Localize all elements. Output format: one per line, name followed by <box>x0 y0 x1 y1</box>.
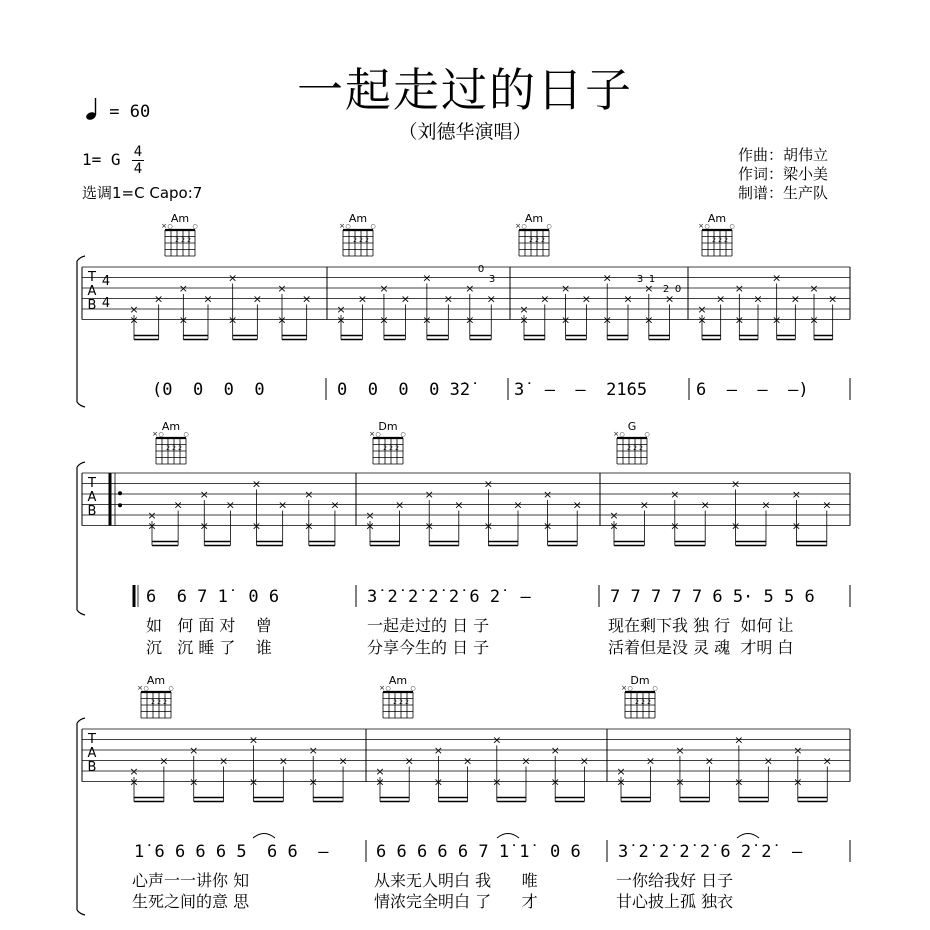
tab-time-sig-top: 4 <box>101 274 111 289</box>
tab-note: × <box>379 282 389 295</box>
tab-note: × <box>734 775 744 789</box>
tab-note: × <box>159 754 169 768</box>
lyric-line: 情浓完全明白 了 才 <box>374 892 538 911</box>
chord-finger: 2 <box>641 699 645 706</box>
tab-note: × <box>308 744 318 757</box>
chord-finger: 2 <box>172 445 176 452</box>
chord-name: Am <box>161 420 181 433</box>
chord-finger: 2 <box>389 445 393 452</box>
chord-finger: 2 <box>151 699 155 706</box>
jianpu-measure: (0 0 0 0 <box>152 380 265 400</box>
tab-note: × <box>560 313 571 327</box>
tab-note: × <box>465 282 475 295</box>
chord-finger: 2 <box>724 237 728 244</box>
chord-open-mark: ○ <box>183 431 189 438</box>
tab-note: × <box>513 498 523 512</box>
capo-info: 选调1=C Capo:7 <box>82 184 203 202</box>
chord-finger: 2 <box>541 237 545 244</box>
chord-open-mark: ○ <box>644 431 650 438</box>
chord-finger: 2 <box>639 445 643 452</box>
tab-note: × <box>700 498 710 512</box>
chord-finger: 2 <box>399 699 403 706</box>
system-bracket-curl <box>77 718 85 723</box>
tab-note: × <box>521 754 531 768</box>
chord-mute-mark: × <box>698 222 704 230</box>
tab-note: × <box>572 498 582 512</box>
tab-note: × <box>753 292 763 306</box>
lyric-line: 如 何 面 对 曾 <box>146 616 272 635</box>
tab-note: × <box>519 303 529 316</box>
system-bracket-curl <box>77 256 85 261</box>
tab-note: × <box>330 498 340 512</box>
tab-letter: B <box>87 298 97 313</box>
time-sig-top: 4 <box>133 144 143 160</box>
chord-mute-mark: × <box>613 430 619 438</box>
tab-note: × <box>730 477 741 491</box>
tab-note: × <box>277 282 287 295</box>
chord-open-mark: ○ <box>158 431 164 438</box>
lyric-line: 现在剩下我 独 行 如何 让 <box>608 616 794 635</box>
chord-mute-mark: × <box>137 684 143 692</box>
tab-note: × <box>639 498 650 512</box>
chord-finger: 2 <box>353 237 357 244</box>
chord-open-mark: ○ <box>192 223 198 230</box>
chord-open-mark: ○ <box>521 223 527 230</box>
jianpu-measure: 3̇ 2̇ 2̇ 2̇ 2̇ 6 2̇ — <box>367 587 531 607</box>
tab-note: × <box>178 282 188 295</box>
lyricist-credit: 作词：梁小美 <box>738 165 829 183</box>
chord-open-mark: ○ <box>168 685 174 692</box>
jianpu-measure: 6 6 7 1̇ 0 6 <box>146 587 280 607</box>
tab-note: × <box>664 292 675 306</box>
repeat-dot <box>118 491 122 495</box>
time-sig-bottom: 4 <box>133 161 143 177</box>
tab-note: × <box>308 775 318 789</box>
chord-name: Am <box>388 674 408 687</box>
tab-note: × <box>422 271 432 285</box>
tab-letter: A <box>87 284 97 299</box>
tab-note: × <box>394 498 405 512</box>
tab-letter: A <box>87 490 97 505</box>
tab-note: × <box>730 519 741 533</box>
system-bracket-curl <box>77 402 85 407</box>
tab-note: × <box>375 775 385 789</box>
tab-note: × <box>483 477 494 491</box>
tab-note: × <box>251 477 262 491</box>
tab-note: × <box>670 488 680 501</box>
chord-open-mark: ○ <box>729 223 735 230</box>
tab-note: × <box>433 775 444 789</box>
tab-note: × <box>147 519 157 533</box>
tab-note: × <box>338 754 348 768</box>
lyric-line: 一你给我好 日子 <box>616 871 734 890</box>
jianpu-measure: 6 — — —) <box>696 380 809 400</box>
chord-finger: 2 <box>178 445 182 452</box>
tab-note: × <box>644 313 654 327</box>
tab-note: × <box>248 733 259 747</box>
chord-finger: 2 <box>535 237 539 244</box>
tab-note: × <box>675 775 685 789</box>
chord-name: Dm <box>378 420 398 433</box>
tab-note: × <box>424 488 434 501</box>
lyric-line: 活着但是没 灵 魂 才明 白 <box>608 638 794 657</box>
tab-letter: T <box>88 732 96 747</box>
tab-note: × <box>616 775 626 789</box>
chord-finger: 2 <box>166 445 170 452</box>
tab-fret-number: 2 <box>662 284 670 295</box>
chord-mute-mark: × <box>152 430 158 438</box>
tab-note: × <box>550 744 560 757</box>
tab-note: × <box>129 303 139 316</box>
tab-note: × <box>336 313 346 327</box>
chord-finger: 2 <box>365 237 369 244</box>
chord-open-mark: ○ <box>375 431 381 438</box>
tab-note: × <box>454 498 464 512</box>
tab-note: × <box>154 292 164 306</box>
tab-note: × <box>579 754 590 768</box>
chord-finger: 2 <box>529 237 533 244</box>
tab-fret-number: 0 <box>674 284 682 295</box>
tab-note: × <box>462 754 473 768</box>
tie-arc <box>253 834 275 839</box>
tab-note: × <box>542 488 553 501</box>
chord-open-mark: ○ <box>627 685 633 692</box>
lyric-line: 分享今生的 日 子 <box>367 638 490 657</box>
key-signature: 1= G <box>82 150 121 169</box>
chord-finger: 2 <box>383 445 387 452</box>
tab-note: × <box>697 303 707 316</box>
tab-fret-number: 1 <box>648 274 656 285</box>
tab-note: × <box>772 271 782 285</box>
tab-note: × <box>734 733 744 747</box>
tab-note: × <box>492 775 502 789</box>
chord-finger: 2 <box>359 237 363 244</box>
tab-note: × <box>483 519 494 533</box>
tab-note: × <box>365 519 375 533</box>
tab-note: × <box>734 282 744 295</box>
tie-arc <box>497 834 519 839</box>
tab-letter: B <box>87 760 97 775</box>
chord-name: Am <box>524 212 544 225</box>
song-subtitle: （刘德华演唱） <box>398 121 532 143</box>
tempo-value: = 60 <box>109 102 151 122</box>
tab-note: × <box>540 292 550 306</box>
chord-open-mark: ○ <box>167 223 173 230</box>
chord-finger: 2 <box>718 237 722 244</box>
lyric-line: 从来无人明白 我 唯 <box>374 871 538 890</box>
tab-note: × <box>357 292 368 306</box>
tab-note: × <box>675 744 685 757</box>
tab-note: × <box>225 498 236 512</box>
tab-note: × <box>809 313 819 327</box>
tab-note: × <box>542 519 553 533</box>
tab-note: × <box>704 754 715 768</box>
tab-note: × <box>248 775 259 789</box>
tab-note: × <box>645 754 656 768</box>
chord-open-mark: ○ <box>370 223 376 230</box>
tie-arc <box>737 834 759 839</box>
system-bracket-curl <box>77 910 85 915</box>
tab-note: × <box>422 313 432 327</box>
tab-fret-number: 3 <box>488 274 496 285</box>
tab-note: × <box>218 754 229 768</box>
tab-note: × <box>697 313 707 327</box>
tab-note: × <box>302 292 312 306</box>
tab-note: × <box>189 775 199 789</box>
lyric-line: 甘心披上孤 独衣 <box>616 892 734 911</box>
chord-open-mark: ○ <box>345 223 351 230</box>
chord-open-mark: ○ <box>400 431 406 438</box>
chord-finger: 2 <box>712 237 716 244</box>
chord-name: G <box>627 420 637 433</box>
tab-note: × <box>734 313 744 327</box>
system-bracket-curl <box>77 610 85 615</box>
chord-finger: 2 <box>627 445 631 452</box>
chord-name: Am <box>348 212 368 225</box>
tab-note: × <box>602 313 612 327</box>
tab-note: × <box>252 292 262 306</box>
chord-open-mark: ○ <box>704 223 710 230</box>
chord-name: Am <box>707 212 727 225</box>
transcriber-credit: 制谱：生产队 <box>738 184 829 202</box>
chord-finger: 2 <box>157 699 161 706</box>
tab-note: × <box>199 519 209 533</box>
tab-note: × <box>199 488 209 501</box>
chord-finger: 2 <box>405 699 409 706</box>
chord-mute-mark: × <box>161 222 167 230</box>
tab-note: × <box>278 498 288 512</box>
tab-note: × <box>400 292 411 306</box>
lyric-line: 生死之间的意 思 <box>132 892 250 911</box>
tab-note: × <box>129 313 139 327</box>
tab-note: × <box>147 509 157 522</box>
tab-note: × <box>433 744 444 757</box>
tab-note: × <box>365 509 375 522</box>
tab-note: × <box>828 292 838 306</box>
tab-note: × <box>602 271 612 285</box>
chord-finger: 2 <box>395 445 399 452</box>
tab-note: × <box>492 733 502 747</box>
chord-mute-mark: × <box>379 684 385 692</box>
tab-note: × <box>304 519 314 533</box>
tab-note: × <box>609 519 619 533</box>
tab-note: × <box>424 519 434 533</box>
chord-finger: 2 <box>393 699 397 706</box>
tab-note: × <box>644 282 654 295</box>
jianpu-measure: 1̇ 6 6 6 6 5 6 6 — <box>134 842 329 862</box>
chord-mute-mark: × <box>369 430 375 438</box>
tab-note: × <box>178 313 188 327</box>
tab-note: × <box>519 313 529 327</box>
jianpu-measure: 7 7 7 7 7 6 5· 5 5 6 <box>610 587 815 607</box>
tab-note: × <box>129 765 139 778</box>
tab-note: × <box>793 744 803 757</box>
tab-note: × <box>304 488 314 501</box>
tab-note: × <box>404 754 414 768</box>
composer-credit: 作曲：胡伟立 <box>738 146 829 164</box>
lyric-line: 沉 沉 睡 了 谁 <box>146 638 272 657</box>
chord-finger: 2 <box>187 237 191 244</box>
chord-open-mark: ○ <box>652 685 658 692</box>
tab-note: × <box>379 313 389 327</box>
tab-note: × <box>772 313 782 327</box>
tab-note: × <box>443 292 453 306</box>
system-bracket-curl <box>77 462 85 467</box>
chord-name: Dm <box>630 674 650 687</box>
tab-letter: B <box>87 504 97 519</box>
tab-note: × <box>189 744 199 757</box>
chord-open-mark: ○ <box>619 431 625 438</box>
chord-finger: 2 <box>175 237 179 244</box>
tab-note: × <box>616 765 626 778</box>
tab-note: × <box>277 313 287 327</box>
tab-note: × <box>670 519 680 533</box>
repeat-dot <box>118 503 122 507</box>
chord-mute-mark: × <box>515 222 521 230</box>
chord-finger: 2 <box>181 237 185 244</box>
tab-letter: T <box>88 270 96 285</box>
chord-mute-mark: × <box>339 222 345 230</box>
tab-note: × <box>486 292 496 306</box>
tab-note: × <box>465 313 475 327</box>
tab-note: × <box>763 754 773 768</box>
tab-fret-number: 3 <box>636 274 644 285</box>
jianpu-measure: 6 6 6 6 6 7 1̇ 1̇ 0 6 <box>376 842 581 862</box>
tab-note: × <box>278 754 288 768</box>
tab-note: × <box>623 292 633 306</box>
tab-note: × <box>790 292 800 306</box>
tab-letter: T <box>88 476 96 491</box>
tab-note: × <box>228 313 238 327</box>
tab-note: × <box>228 271 238 285</box>
tab-note: × <box>761 498 771 512</box>
tab-note: × <box>173 498 183 512</box>
tab-note: × <box>560 282 571 295</box>
tab-note: × <box>791 488 802 501</box>
chord-finger: 2 <box>633 445 637 452</box>
chord-open-mark: ○ <box>143 685 149 692</box>
lyric-line: 一起走过的 日 子 <box>367 616 490 635</box>
tab-note: × <box>793 775 803 789</box>
tab-note: × <box>716 292 726 306</box>
tab-note: × <box>581 292 592 306</box>
chord-finger: 2 <box>647 699 651 706</box>
chord-finger: 2 <box>635 699 639 706</box>
chord-open-mark: ○ <box>385 685 391 692</box>
tab-note: × <box>203 292 213 306</box>
tab-note: × <box>822 754 832 768</box>
tab-note: × <box>791 519 802 533</box>
chord-mute-mark: × <box>621 684 627 692</box>
tab-fret-number: 0 <box>477 264 485 275</box>
chord-finger: 2 <box>163 699 167 706</box>
tab-note: × <box>809 282 819 295</box>
jianpu-measure: 3̇ 2̇ 2̇ 2̇ 2̇ 6 2̇ 2̇ — <box>618 842 803 862</box>
chord-name: Am <box>170 212 190 225</box>
chord-open-mark: ○ <box>410 685 416 692</box>
tab-note: × <box>336 303 346 316</box>
tab-note: × <box>550 775 560 789</box>
lyric-line: 心声一一讲你 知 <box>132 871 250 890</box>
tab-note: × <box>609 509 619 522</box>
song-title: 一起走过的日子 <box>297 63 633 117</box>
jianpu-measure: 3̇ — — 2̇1̇65 <box>514 380 648 400</box>
tab-time-sig-bottom: 4 <box>101 296 111 311</box>
tab-note: × <box>822 498 832 512</box>
tab-note: × <box>129 775 139 789</box>
tab-letter: A <box>87 746 97 761</box>
tab-note: × <box>375 765 385 778</box>
chord-open-mark: ○ <box>546 223 552 230</box>
jianpu-measure: 0 0 0 0 3̇2̇ <box>337 380 471 400</box>
chord-name: Am <box>146 674 166 687</box>
tab-note: × <box>251 519 262 533</box>
